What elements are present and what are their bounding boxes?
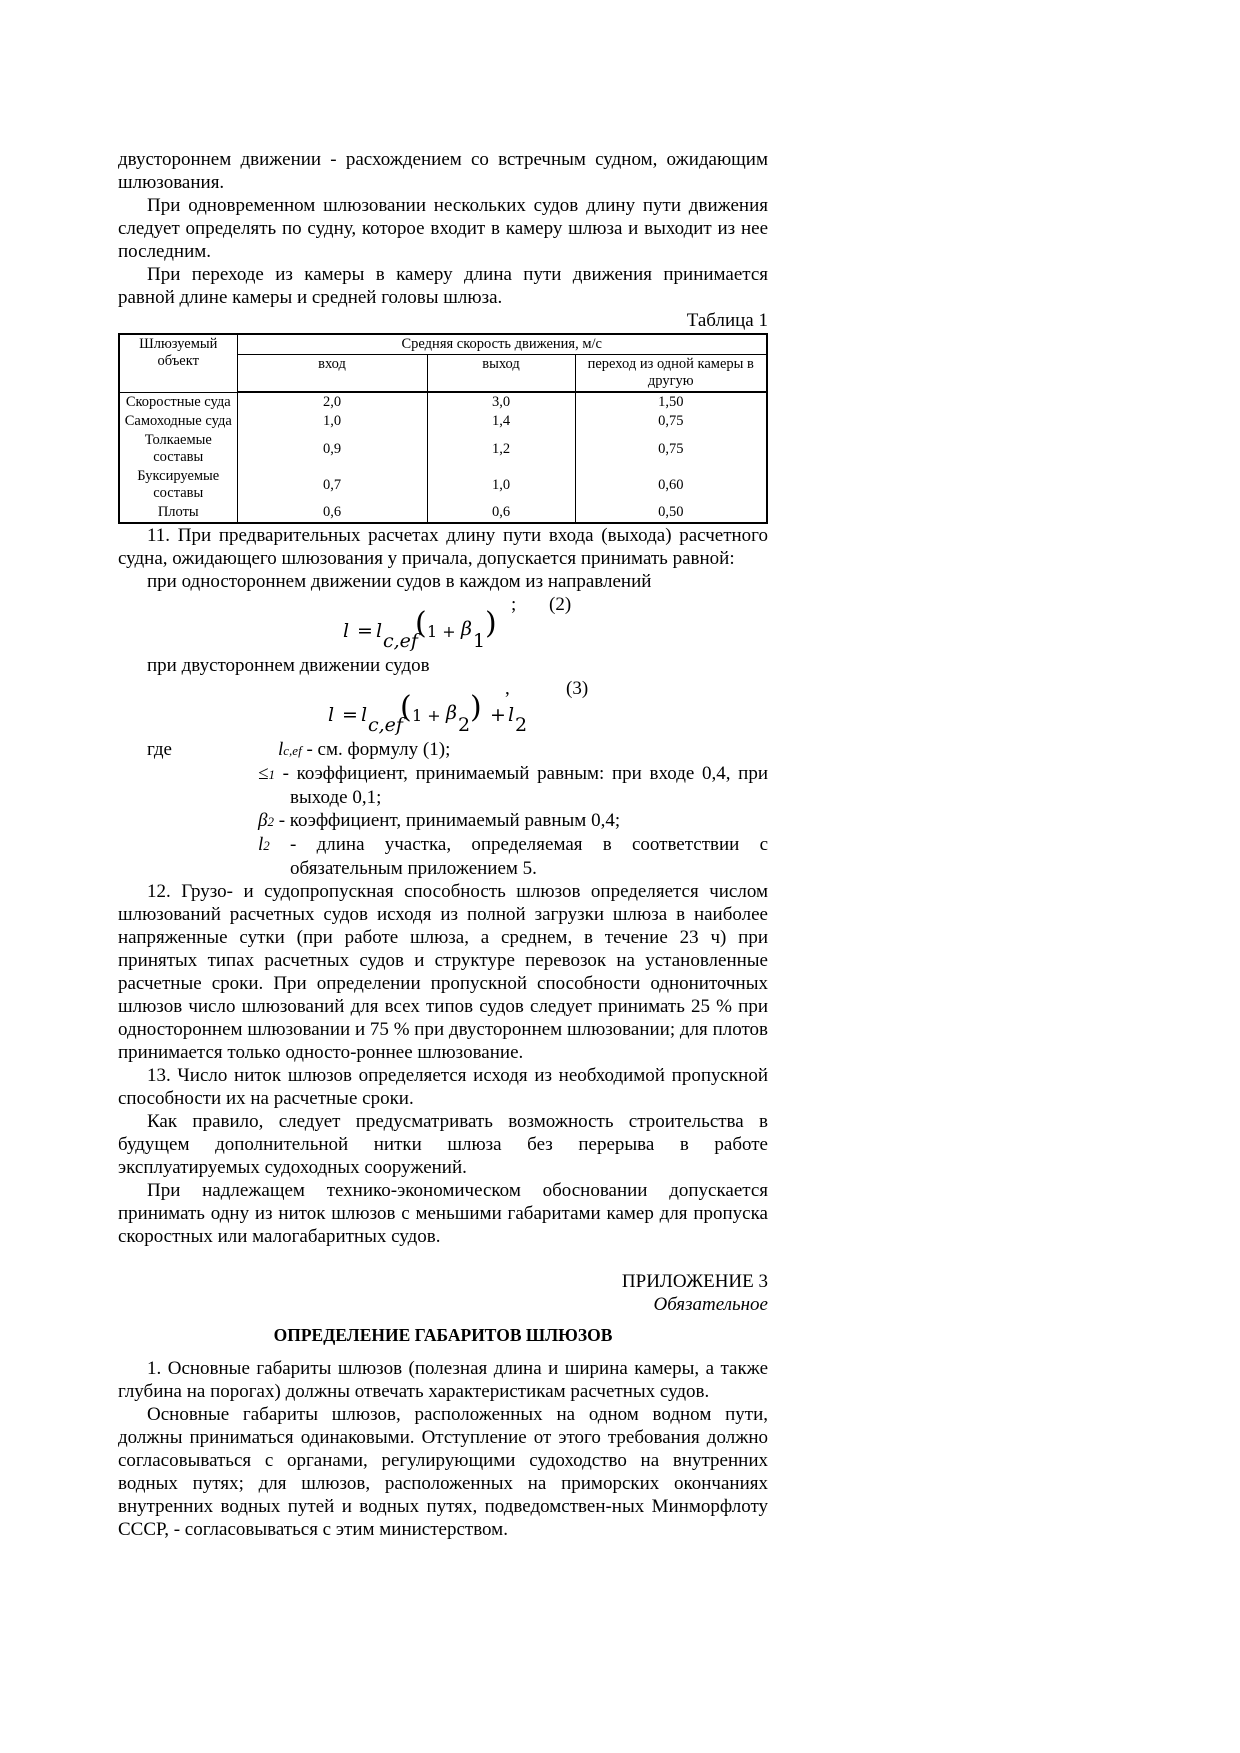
table-row [119,431,767,467]
formula-3 [118,690,768,738]
cell-object: Буксируемые составы [119,467,237,503]
cell-exit: 1,0 [427,467,575,503]
appendix-status: Обязательное [653,1294,768,1315]
where-symbol: β [258,810,268,831]
one-way-traffic-label: при одностороннем движении судов в каждом из направлений [147,571,652,592]
paragraph-11: 11. При предварительных расчетах длину пути входа (выхода) расчетного судна, ожидающего шлюзования у причала, допускается принимать равной: [118,525,768,569]
cell-transfer: 0,75 [575,431,767,467]
where-symbol-sub: 2 [263,838,270,853]
formula-2-beta-sub: 1 [473,630,486,652]
formula-2-eq: = [357,620,373,642]
cell-object: Толкаемые составы [119,431,237,467]
paragraph-13-smaller-chamber: При надлежащем технико-экономическом обосновании допускается принимать одну из ниток шлюзов с меньшими габаритами камер для пропуска скоростных или малогабаритных судов. [118,1180,768,1247]
header-locked-object: Шлюзуемый объект [119,334,237,392]
table-caption: Таблица 1 [686,310,768,331]
formula-2-one-plus: 1 + [427,622,456,641]
table-row [119,392,767,412]
formula-2-lc: l [376,620,383,642]
header-entry: вход [237,355,427,393]
where-description: - см. формулу (1); [301,739,451,760]
cell-entry: 1,0 [237,412,427,431]
where-row [118,833,768,880]
cell-transfer: 0,50 [575,503,767,523]
table-row [119,412,767,431]
document-page [118,148,768,1541]
where-symbol: l [278,739,284,760]
cell-transfer: 0,60 [575,467,767,503]
formula-2-line [118,593,768,616]
where-block [118,738,768,880]
where-description: - коэффициент, принимаемый равным 0,4; [273,810,621,831]
table-row [119,503,767,523]
formula-2-number: (2) [549,594,572,615]
formula-3-number: (3) [566,678,589,699]
formula-3-separator: , [505,678,510,699]
header-transfer: переход из одной камеры в другую [575,355,767,393]
cell-entry: 0,6 [237,503,427,523]
cell-exit: 0,6 [427,503,575,523]
cell-transfer: 0,75 [575,412,767,431]
cell-transfer: 1,50 [575,392,767,412]
formula-3-plus: + [490,704,506,726]
cell-object: Самоходные суда [119,412,237,431]
formula-3-beta: β [446,702,457,724]
where-row [118,738,768,762]
cell-entry: 0,9 [237,431,427,467]
paragraph-simultaneous-locking: При одновременном шлюзовании нескольких судов длину пути движения следует определять по судну, которое входит в камеру шлюза и выходит из нее последним. [118,195,768,262]
paragraph-13-additional-line: Как правило, следует предусматривать возможность строительства в будущем дополнительной нитки шлюза без перерыва в работе эксплуатируемых судоходных сооружений. [118,1111,768,1178]
section-heading: ОПРЕДЕЛЕНИЕ ГАБАРИТОВ ШЛЮЗОВ [273,1325,613,1345]
where-label: где [147,739,172,760]
cell-exit: 3,0 [427,392,575,412]
where-symbol: ≤ [258,763,269,784]
formula-3-eq: = [342,704,358,726]
where-symbol: l [258,834,264,855]
formula-3-rparen: ) [470,690,482,725]
where-symbol-sub: 1 [268,767,275,782]
where-description: - коэффициент, принимаемый равным: при входе 0,4, при выходе 0,1; [274,763,768,808]
where-symbol-sub: 2 [267,814,274,829]
formula-3-l2-sub: 2 [515,714,528,736]
formula-3-one-plus: 1 + [412,706,441,725]
paragraph-chamber-transition: При переходе из камеры в камеру длина пути движения принимается равной длине камеры и средней головы шлюза. [118,264,768,308]
where-row [118,809,768,833]
formula-2-lc-sub: c,ef [383,630,418,652]
table-row [119,467,767,503]
where-symbol-sub: c,ef [283,743,302,758]
cell-exit: 1,2 [427,431,575,467]
where-description: - длина участка, определяемая в соответствии с обязательным приложением 5. [269,834,768,879]
header-speed-group: Средняя скорость движения, м/с [237,334,767,355]
formula-2-l: l [343,620,350,642]
formula-2-separator: ; [511,594,517,615]
formula-3-lc: l [361,704,368,726]
two-way-traffic-label: при двустороннем движении судов [147,655,430,676]
cell-entry: 0,7 [237,467,427,503]
formula-2-lparen: ( [415,606,427,641]
appendix-title: ПРИЛОЖЕНИЕ 3 [621,1271,768,1292]
formula-2 [118,606,768,654]
speed-table [118,333,768,524]
formula-3-lparen: ( [400,690,412,725]
formula-3-l2: l [508,704,515,726]
cell-entry: 2,0 [237,392,427,412]
formula-2-beta: β [461,618,472,640]
paragraph-appendix-1: 1. Основные габариты шлюзов (полезная длина и ширина камеры, а также глубина на порогах) должны отвечать характеристикам расчетных судов. [118,1358,768,1402]
formula-3-beta-sub: 2 [458,714,471,736]
where-row [118,762,768,809]
formula-2-rparen: ) [485,606,497,641]
formula-3-line [118,677,768,700]
formula-3-lc-sub: c,ef [368,714,403,736]
cell-object: Плоты [119,503,237,523]
paragraph-continuation: двустороннем движении - расхождением со встречным судном, ожидающим шлюзования. [118,149,768,193]
cell-object: Скоростные суда [119,392,237,412]
header-exit: выход [427,355,575,393]
paragraph-13: 13. Число ниток шлюзов определяется исходя из необходимой пропускной способности их на расчетные сроки. [118,1065,768,1109]
paragraph-appendix-2: Основные габариты шлюзов, расположенных на одном водном пути, должны приниматься одинаковыми. Отступление от этого требования должно согласовываться с органами, регулирующими судоходство на внутренних водных путях; для шлюзов, расположенных на приморских окончаниях внутренних водных путей и водных путях, подведомствен-ных Минморфлоту СССР, - согласовываться с этим министерством. [118,1404,768,1540]
paragraph-12: 12. Грузо- и судопропускная способность шлюзов определяется числом шлюзований расчетных судов исходя из полной загрузки шлюза в наиболее напряженные сутки (при работе шлюза, а среднем, в течение 23 ч) при принятых типах расчетных судов и структуре перевозок на установленные расчетные сроки. При определении пропускной способности однониточных шлюзов число шлюзований для всех типов судов следует принимать 25 % при одностороннем шлюзовании и 75 % при двустороннем шлюзовании; для плотов принимается только односто-роннее шлюзование. [118,881,768,1063]
formula-3-l: l [328,704,335,726]
cell-exit: 1,4 [427,412,575,431]
